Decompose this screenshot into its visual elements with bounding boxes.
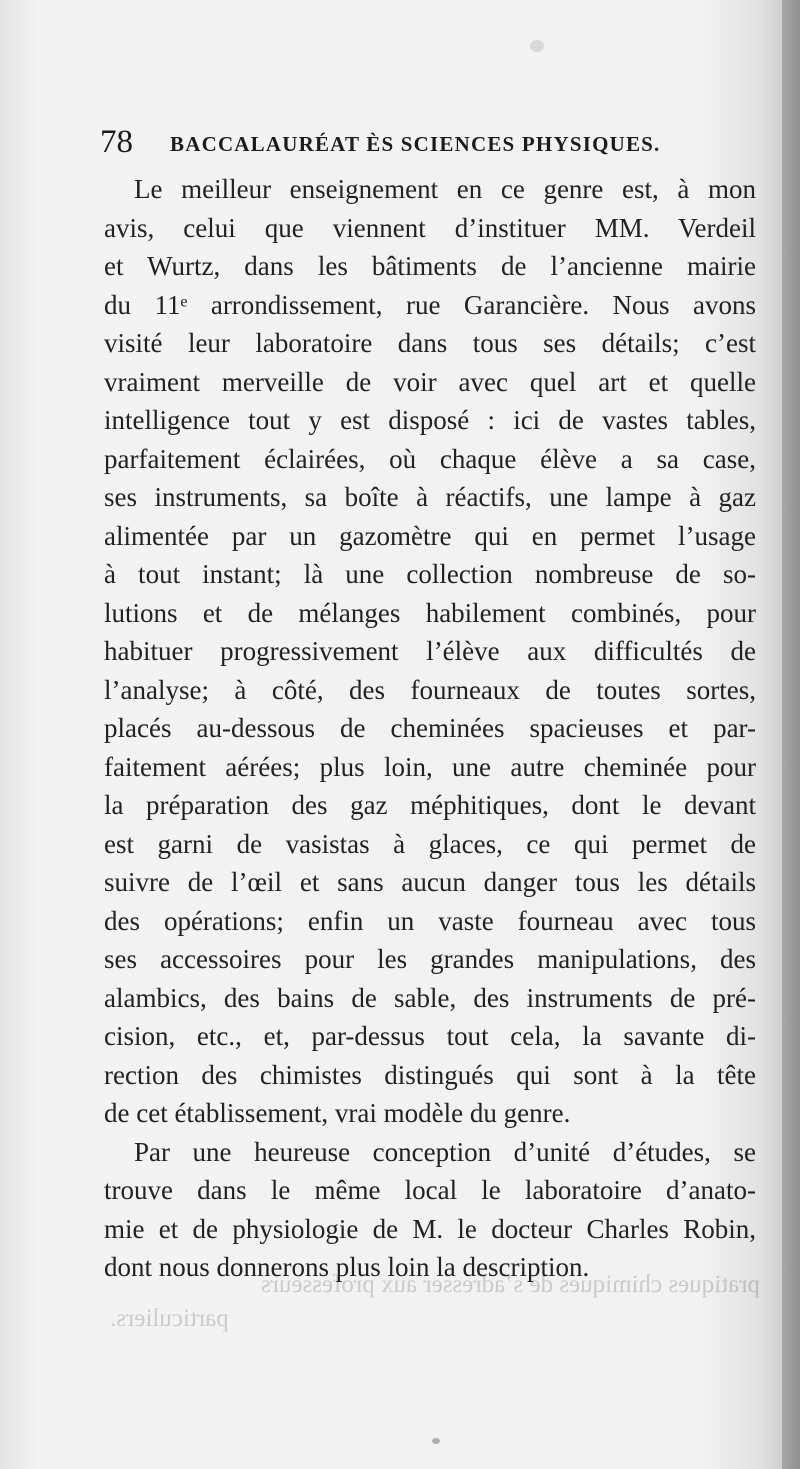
- text-line: intelligence tout y est disposé : ici de vastes tables,: [104, 405, 756, 435]
- paper-speck: [530, 40, 544, 52]
- text-line: alambics, des bains de sable, des instruments de pré-: [104, 982, 756, 1013]
- paragraph-1: [104, 170, 756, 1133]
- paragraph-2: [104, 1133, 756, 1287]
- text-line: à tout instant; là une collection nombreuse de so-: [104, 559, 756, 589]
- page-header: [100, 120, 760, 164]
- text-line: avis, celui que viennent d’instituer MM. Verdeil: [104, 212, 756, 243]
- text-line: visité leur laboratoire dans tous ses détails; c’est: [104, 328, 756, 358]
- text-line: cision, etc., et, par-dessus tout cela, la savante di-: [104, 1021, 756, 1051]
- text-line: et Wurtz, dans les bâtiments de l’ancienne mairie: [104, 251, 756, 281]
- text-line: la préparation des gaz méphitiques, dont le devant: [104, 790, 756, 820]
- page-edge-shadow: [782, 0, 800, 1469]
- text-line: alimentée par un gazomètre qui en permet l’usage: [104, 520, 756, 551]
- text-line: habituer progressivement l’élève aux difficultés de: [104, 636, 756, 666]
- show-through-line: particuliers.: [110, 1305, 229, 1332]
- text-line: ses accessoires pour les grandes manipulations, des: [104, 944, 756, 974]
- text-line: vraiment merveille de voir avec quel art et quelle: [104, 366, 756, 397]
- text-line: ses instruments, sa boîte à réactifs, une lampe à gaz: [104, 482, 756, 512]
- text-line: des opérations; enfin un vaste fourneau avec tous: [104, 905, 756, 936]
- text-line: du 11ᵉ arrondissement, rue Garancière. Nous avons: [104, 289, 756, 320]
- page-number: 78: [100, 124, 133, 160]
- text-line: suivre de l’œil et sans aucun danger tous les détails: [104, 867, 756, 897]
- text-line: Par une heureuse conception d’unité d’études, se: [134, 1136, 756, 1167]
- text-line: mie et de physiologie de M. le docteur Charles Robin,: [104, 1213, 756, 1244]
- paper-speck: [432, 1438, 440, 1444]
- running-head: BACCALAURÉAT ÈS SCIENCES PHYSIQUES.: [170, 132, 661, 156]
- text-line: rection des chimistes distingués qui sont à la tête: [104, 1059, 756, 1090]
- text-line: faitement aérées; plus loin, une autre cheminée pour: [104, 751, 756, 782]
- text-line: dont nous donnerons plus loin la description.: [104, 1252, 590, 1282]
- text-line: lutions et de mélanges habilement combinés, pour: [104, 597, 756, 628]
- text-line: trouve dans le même local le laboratoire d’anato-: [104, 1175, 756, 1205]
- text-line: de cet établissement, vrai modèle du genre.: [104, 1098, 571, 1128]
- text-line: Le meilleur enseignement en ce genre est, à mon: [134, 174, 756, 204]
- text-line: parfaitement éclairées, où chaque élève a sa case,: [104, 443, 756, 474]
- body-text: [104, 170, 756, 1287]
- text-line: est garni de vasistas à glaces, ce qui permet de: [104, 828, 756, 859]
- show-through-line: pratiques chimiques de s’adresser aux professeurs: [260, 1271, 760, 1298]
- show-through-text: [110, 1268, 760, 1336]
- text-line: l’analyse; à côté, des fourneaux de toutes sortes,: [104, 674, 756, 705]
- text-line: placés au-dessous de cheminées spacieuses et par-: [104, 713, 756, 743]
